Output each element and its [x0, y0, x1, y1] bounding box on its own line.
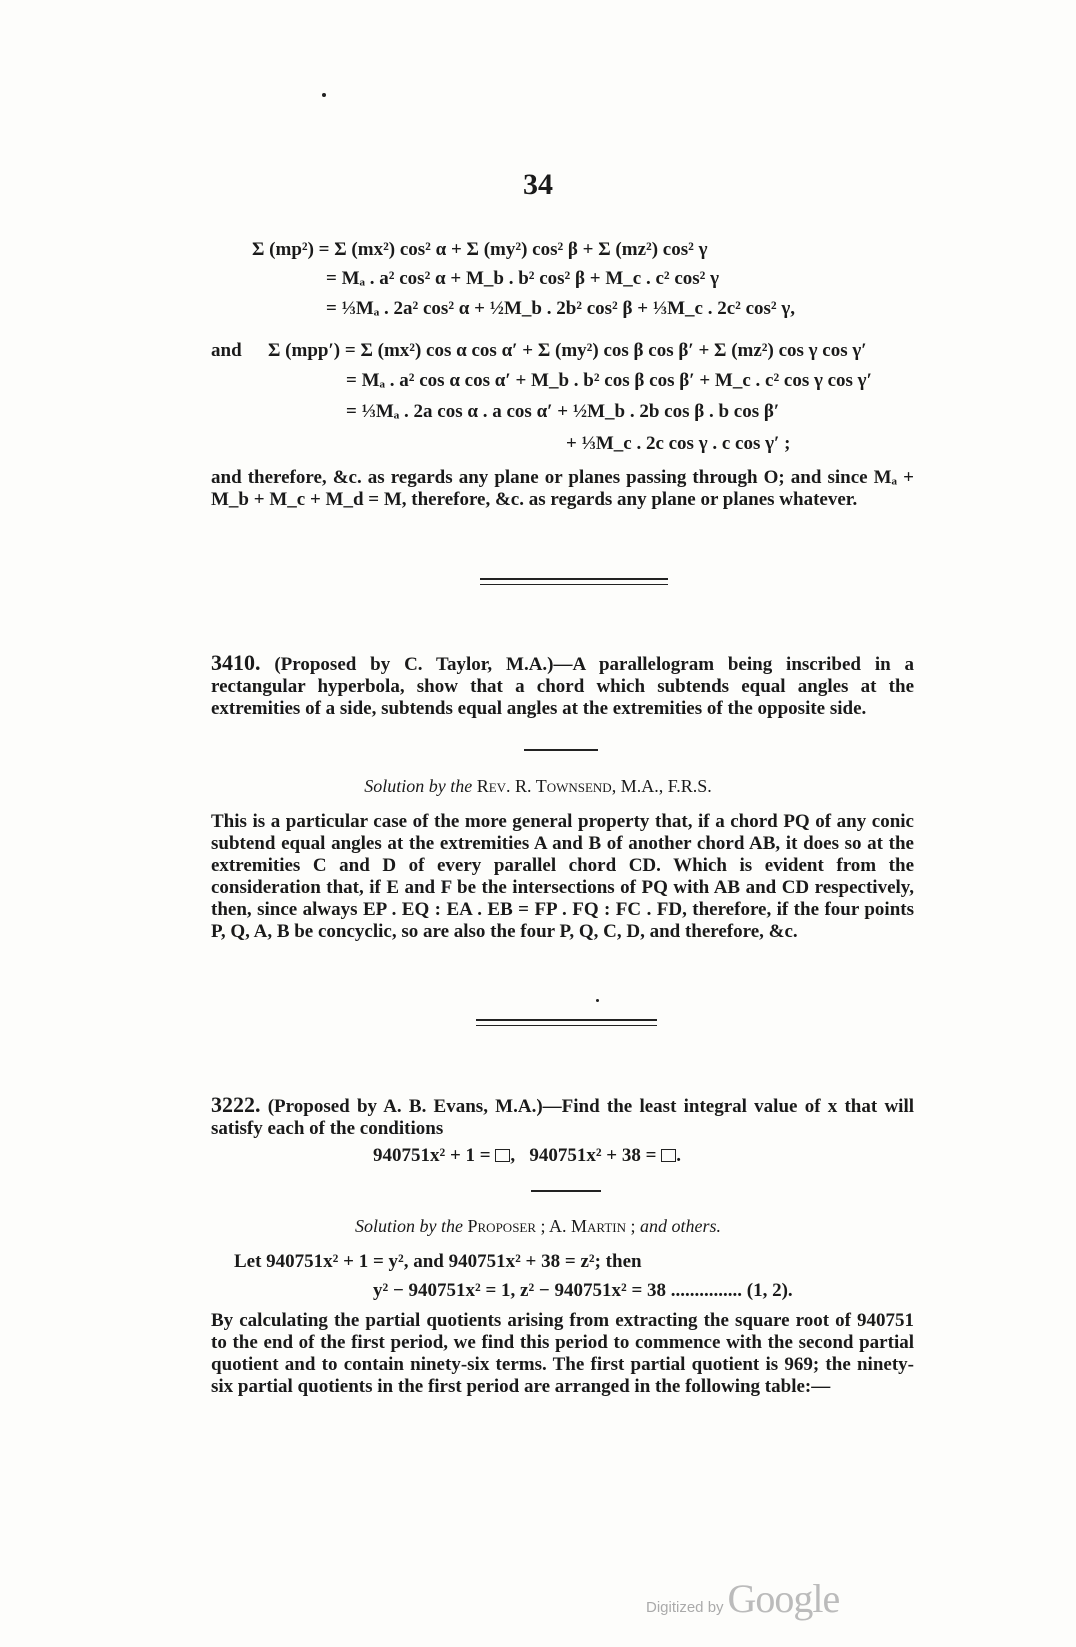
conditions-line: 940751x² + 1 = , 940751x² + 38 = . [373, 1145, 681, 1166]
short-rule-1 [524, 749, 598, 751]
problem-number: 3222. [211, 1092, 261, 1117]
problem-3410 [211, 652, 914, 720]
digitized-by-google-watermark [646, 1575, 839, 1622]
condition-2: 940751x² + 38 = [529, 1145, 657, 1166]
solution-heading-italic: and others. [639, 1216, 721, 1236]
section-divider-2 [476, 1019, 657, 1026]
let-line: Let 940751x² + 1 = y², and 940751x² + 38 = z²; then [234, 1251, 642, 1272]
page-number: 34 [523, 168, 553, 201]
equations-1-2: y² − 940751x² = 1, z² − 940751x² = 38 ............... (1, 2). [373, 1280, 793, 1301]
equation-line-7: + ⅓M_c . 2c cos γ . c cos γ′ ; [566, 433, 791, 454]
equation-line-6: = ⅓Mₐ . 2a cos α . a cos α′ + ½M_b . 2b cos β . b cos β′ [346, 401, 780, 422]
solution-author: Rev. R. Townsend, M.A., F.R.S. [476, 776, 712, 796]
solution-paragraph-3410: This is a particular case of the more general property that, if a chord PQ of any conic subtend equal angles at the extremities A and B of another chord AB, it does so at the extremities C and D of every parallel chord CD. Which is evident from the consideration that, if E and F be the intersections of PQ with AB and CD respectively, then, since always EP . EQ : EA . EB = FP . FQ : FC . FD, therefore, if the four points P, Q, A, B be concyclic, so are also the four P, Q, C, D, and therefore, &c. [211, 811, 914, 942]
square-symbol [661, 1149, 676, 1162]
google-logo: Google [727, 1576, 840, 1621]
solution-heading-italic: Solution by the [364, 776, 473, 796]
problem-text: (Proposed by C. Taylor, M.A.)—A parallelogram being inscribed in a rectangular hyperbola, show that a chord which subtends equal angles at the extremities of a side, subtends equal angles at the extremities of the opposite side. [211, 654, 915, 719]
equation-line-5: = Mₐ . a² cos α cos α′ + M_b . b² cos β cos β′ + M_c . c² cos γ cos γ′ [346, 370, 872, 391]
condition-1: 940751x² + 1 = [373, 1145, 491, 1166]
equation-line-1: Σ (mp²) = Σ (mx²) cos² α + Σ (my²) cos² β + Σ (mz²) cos² γ [252, 239, 708, 260]
equation-line-2: = Mₐ . a² cos² α + M_b . b² cos² β + M_c . c² cos² γ [326, 268, 719, 289]
equation-line-4: Σ (mpp′) = Σ (mx²) cos α cos α′ + Σ (my²) cos β cos β′ + Σ (mz²) cos γ cos γ′ [268, 340, 867, 361]
solution-heading-italic: Solution by the [355, 1216, 463, 1236]
problem-number: 3410. [211, 650, 261, 675]
digitized-text: Digitized by [646, 1599, 724, 1616]
conclusion-paragraph: and therefore, &c. as regards any plane or planes passing through O; and since Mₐ + M_b + M_c + M_d = M, therefore, &c. as regards any plane or planes whatever. [211, 467, 914, 510]
section-divider-1 [480, 578, 668, 585]
solution-heading-3222 [0, 1216, 1076, 1237]
solution-heading-3410 [0, 776, 1076, 797]
problem-text: (Proposed by A. B. Evans, M.A.)—Find the least integral value of x that will satisfy each of the conditions [211, 1096, 914, 1139]
solution-author: Proposer ; A. Martin ; [467, 1216, 636, 1236]
stray-dot [322, 93, 326, 97]
short-rule-2 [531, 1190, 601, 1192]
and-label: and [211, 340, 242, 361]
solution-paragraph-3222: By calculating the partial quotients arising from extracting the square root of 940751 to the end of the first period, we find this period to commence with the second partial quotient and to contain ninety-six terms. The first partial quotient is 969; the ninety-six partial quotients in the first period are arranged in the following table:— [211, 1310, 914, 1397]
square-symbol [495, 1149, 510, 1162]
problem-3222 [211, 1094, 914, 1140]
equation-line-3: = ⅓Mₐ . 2a² cos² α + ½M_b . 2b² cos² β + ⅓M_c . 2c² cos² γ, [326, 298, 795, 319]
stray-dot [596, 999, 599, 1002]
